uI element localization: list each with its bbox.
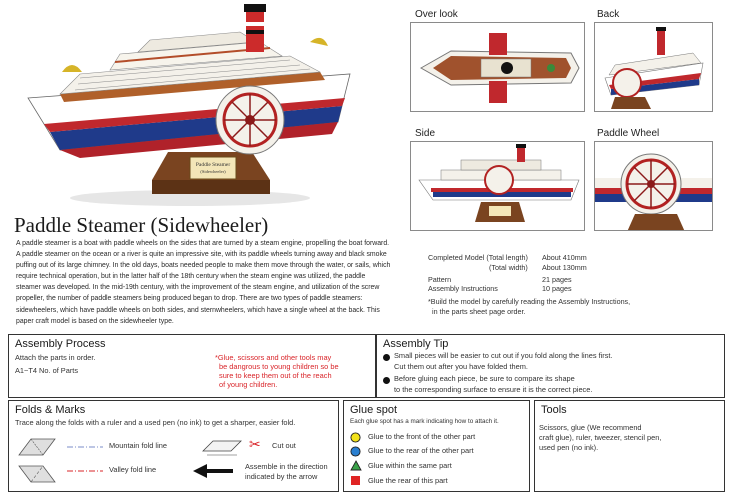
spec-width-label: (Total width) bbox=[489, 263, 528, 272]
folds-marks-subtitle: Trace along the folds with a ruler and a used pen (no ink) to get a sharper, easier fold. bbox=[15, 418, 296, 427]
spec-length-value: About 410mm bbox=[542, 253, 587, 262]
plaque-line1: Paddle Steamer bbox=[195, 162, 231, 168]
assembly-process-box bbox=[8, 334, 376, 398]
back-image bbox=[595, 23, 713, 112]
view-label-back: Back bbox=[597, 9, 620, 20]
tip1-line2: Cut them out after you have folded them. bbox=[394, 362, 528, 371]
mountain-fold-icon bbox=[17, 435, 57, 459]
tip2-line1: Before gluing each piece, be sure to compare its shape bbox=[394, 374, 575, 383]
view-label-side: Side bbox=[415, 128, 436, 139]
glue-spot-subtitle: Each glue spot has a mark indicating how to attach it. bbox=[350, 418, 499, 425]
side-view bbox=[410, 141, 585, 231]
valley-fold-label: Valley fold line bbox=[109, 465, 157, 474]
paddle-wheel-image bbox=[595, 142, 713, 231]
arrow-left-icon bbox=[191, 463, 235, 479]
glue-spot-box bbox=[343, 400, 530, 492]
tip1-line1: Small pieces will be easier to cut out if you fold along the lines first. bbox=[394, 351, 613, 360]
side-image bbox=[411, 142, 585, 231]
bullet-icon bbox=[383, 377, 390, 384]
tools-line3: used pen (no ink). bbox=[539, 443, 599, 452]
tools-box bbox=[534, 400, 725, 492]
scissors-icon: ✂ bbox=[249, 436, 261, 452]
folds-marks-box bbox=[8, 400, 339, 492]
glue-item-this-rear: Glue the rear of this part bbox=[368, 476, 448, 485]
tools-line2: craft glue), ruler, tweezer, stencil pen, bbox=[539, 433, 662, 442]
description: A paddle steamer is a boat with paddle wheels on the sides that are turned by a steam engine, propelling the boat forward. A paddle steamer on the ocean or a river is quite an impressive site, with its paddle wheels turning away and black smoke puffing out of its large chimney. In the old days, boats needed people to make them move through the water, or sails, which require technical operation, but in the latter half of the 18th century when the steam engine was utilized, the paddle steamer was developed. In the mid-19th century, with the improvement of the steam engine, and utilization of the screw propeller, the number of paddle steamers being produced began to drop. There are two types of paddle steamers: sidewheelers, which have paddle wheels on both sides, and sternwheelers, which have a single wheel at the back. This paper craft model is based on the sidewheeler type. bbox=[16, 240, 391, 325]
tip2-line2: to the corresponding surface to ensure it is the correct piece. bbox=[394, 385, 593, 394]
warning-line2: be dangrous to young children so be bbox=[219, 362, 339, 371]
over-look-image bbox=[411, 23, 585, 112]
warning-line4: of young children. bbox=[219, 380, 278, 389]
valley-fold-icon bbox=[17, 462, 57, 486]
plaque-line2: (Sidewheeler) bbox=[200, 169, 226, 174]
spec-width-value: About 130mm bbox=[542, 263, 587, 272]
glue-spot-title: Glue spot bbox=[350, 404, 398, 416]
build-note-line2: in the parts sheet page order. bbox=[432, 306, 526, 316]
cut-out-label: Cut out bbox=[272, 441, 296, 450]
build-note bbox=[428, 297, 688, 316]
paddle-wheel-view bbox=[594, 141, 713, 231]
spec-instructions-value: 10 pages bbox=[542, 284, 572, 293]
assembly-process-title: Assembly Process bbox=[15, 338, 106, 350]
glue-item-same: Glue within the same part bbox=[368, 461, 452, 470]
blue-circle-icon bbox=[350, 446, 361, 457]
glue-item-front: Glue to the front of the other part bbox=[368, 432, 476, 441]
assemble-line2: indicated by the arrow bbox=[245, 472, 318, 481]
glue-item-rear: Glue to the rear of the other part bbox=[368, 446, 474, 455]
build-note-line1: *Build the model by carefully reading the Assembly Instructions, bbox=[428, 297, 631, 306]
warning-line1: *Glue, scissors and other tools may bbox=[215, 353, 332, 362]
spec-instructions-label: Assembly Instructions bbox=[428, 284, 498, 293]
paddle-steamer-model-image bbox=[20, 2, 380, 212]
folds-marks-title: Folds & Marks bbox=[15, 404, 86, 416]
assembly-process-line2: A1~T4 No. of Parts bbox=[15, 366, 79, 375]
red-square-icon bbox=[350, 475, 361, 486]
back-view bbox=[594, 22, 713, 112]
over-look-view bbox=[410, 22, 585, 112]
tools-title: Tools bbox=[541, 404, 567, 416]
assembly-process-line1: Attach the parts in order. bbox=[15, 353, 96, 362]
green-triangle-icon bbox=[350, 460, 362, 471]
spec-length-label: Completed Model (Total length) bbox=[428, 253, 528, 262]
spec-pattern-value: 21 pages bbox=[542, 275, 572, 284]
page-title: Paddle Steamer (Sidewheeler) bbox=[14, 213, 269, 237]
paper-icon bbox=[201, 437, 243, 457]
bullet-icon bbox=[383, 354, 390, 361]
assembly-tip-box bbox=[376, 334, 725, 398]
spec-pattern-label: Pattern bbox=[428, 275, 452, 284]
tools-line1: Scissors, glue (We recommend bbox=[539, 423, 642, 432]
view-label-paddle-wheel: Paddle Wheel bbox=[597, 128, 660, 139]
yellow-circle-icon bbox=[350, 432, 361, 443]
view-label-over-look: Over look bbox=[415, 9, 458, 20]
valley-fold-line-icon bbox=[67, 469, 103, 473]
assembly-tip-title: Assembly Tip bbox=[383, 338, 449, 350]
mountain-fold-line-icon bbox=[67, 445, 103, 449]
assemble-line1: Assemble in the direction bbox=[245, 462, 328, 471]
mountain-fold-label: Mountain fold line bbox=[109, 441, 167, 450]
warning-line3: sure to keep them out of the reach bbox=[219, 371, 332, 380]
